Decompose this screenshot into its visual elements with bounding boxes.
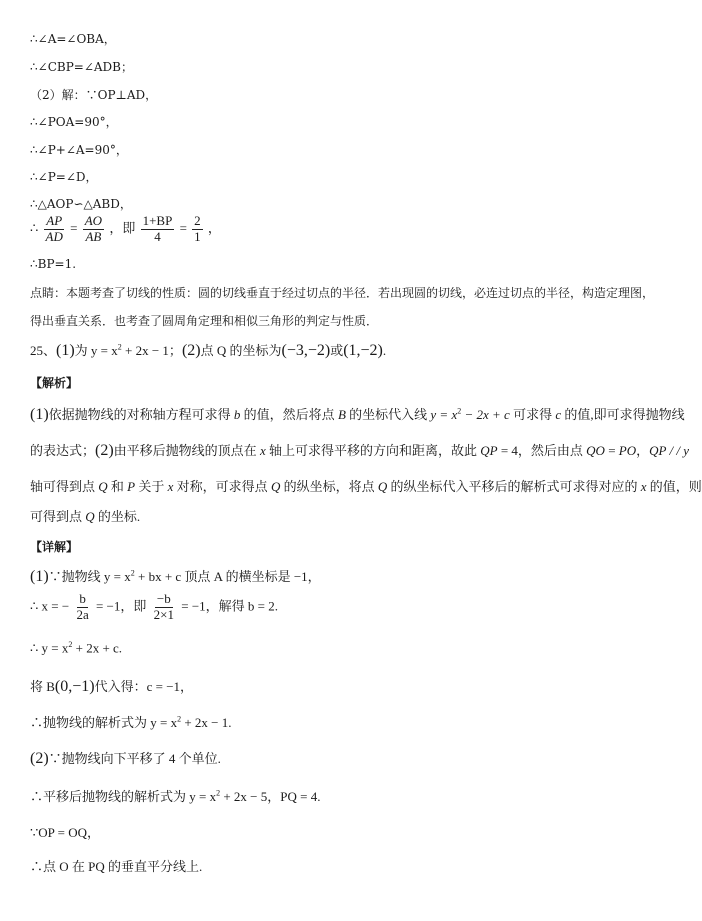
proof-line-5: ∴∠P+∠A=90°， [30, 143, 128, 157]
fraction-1bp-4: $\frac{1+BP}{4}$ [142, 213, 173, 244]
proof-line-9: ∴BP=1. [30, 257, 77, 271]
detail-line-7: ∴平移后抛物线的解析式为 $y = x^2 + 2x - 5$，PQ = 4. [30, 788, 321, 804]
note-line-1: 点睛：本题考查了切线的性质：圆的切线垂直于经过切点的半径．若出现圆的切线，必连过切点的半径，构造定理图， [30, 286, 655, 300]
detail-line-5: ∴抛物线的解析式为 $y = x^2 + 2x - 1$. [30, 714, 232, 730]
analysis-line-1: (1)依据抛物线的对称轴方程可求得 b 的值，然后将点 B 的坐标代入线 $y = x^2 - 2x + c$ 可求得 c 的值,即可求得抛物线 [30, 406, 685, 423]
proof-line-7: ∴△AOP∽△ABD， [30, 197, 132, 211]
detail-heading: 【详解】 [30, 540, 79, 554]
proof-line-4: ∴∠POA=90°， [30, 115, 118, 129]
fraction-ao-ab: $\frac{AO}{AB}$ [84, 213, 103, 244]
detail-line-3: ∴ $y = x^2 + 2x + c$. [30, 640, 123, 656]
fraction-b-2a: $\frac{b}{2a}$ [76, 591, 89, 622]
proof-line-6: ∴∠P=∠D， [30, 170, 98, 184]
note-line-2: 得出垂直关系．也考查了圆周角定理和相似三角形的判定与性质． [30, 314, 379, 328]
proof-line-1: ∴∠A=∠OBA， [30, 32, 116, 46]
detail-line-2: ∴ x = − $\frac{b}{2a}$ = −1，即 $\frac{-b}{2\times 1}$ = −1，解得 b = 2. [30, 591, 278, 622]
detail-line-4: 将 B(0,−1)代入得：c = −1， [30, 678, 194, 695]
fraction-neg-b-2x1: $\frac{-b}{2\times 1}$ [153, 591, 174, 622]
proof-line-2: ∴∠CBP=∠ADB； [30, 60, 133, 74]
detail-line-6: (2)∵抛物线向下平移了 4 个单位. [30, 750, 221, 767]
fraction-2-1: $\frac{2}{1}$ [194, 213, 201, 244]
detail-line-1: (1)∵抛物线 $y = x^2$ + bx + c 顶点 A 的横坐标是 −1， [30, 568, 321, 585]
analysis-line-4: 可得到点 Q 的坐标. [30, 509, 141, 524]
answer-25: 25、(1)为 $y = x^2 + 2x - 1$；(2)点 Q 的坐标为(−3,−2)或(1,−2). [30, 342, 387, 359]
proportion-equation: ∴ $\frac{AP}{AD}$ = $\frac{AO}{AB}$ ，即 $\frac{1+BP}{4}$ = $\frac{2}{1}$ ， [30, 213, 221, 244]
analysis-line-2: 的表达式；(2)由平移后抛物线的顶点在 x 轴上可求得平移的方向和距离，故此 QP = 4，然后由点 QO = PO，QP / / y [30, 442, 690, 459]
analysis-line-3: 轴可得到点 Q 和 P 关于 x 对称，可求得点 Q 的纵坐标，将点 Q 的纵坐标代入平移后的解析式可求得对应的 x 的值，则 [30, 479, 702, 494]
proof-line-3: （2）解：∵OP⊥AD， [30, 88, 158, 102]
analysis-heading: 【解析】 [30, 376, 79, 390]
detail-line-8: ∵OP = OQ， [30, 825, 101, 840]
fraction-ap-ad: $\frac{AP}{AD}$ [45, 213, 63, 244]
detail-line-9: ∴点 O 在 PQ 的垂直平分线上. [30, 859, 203, 874]
